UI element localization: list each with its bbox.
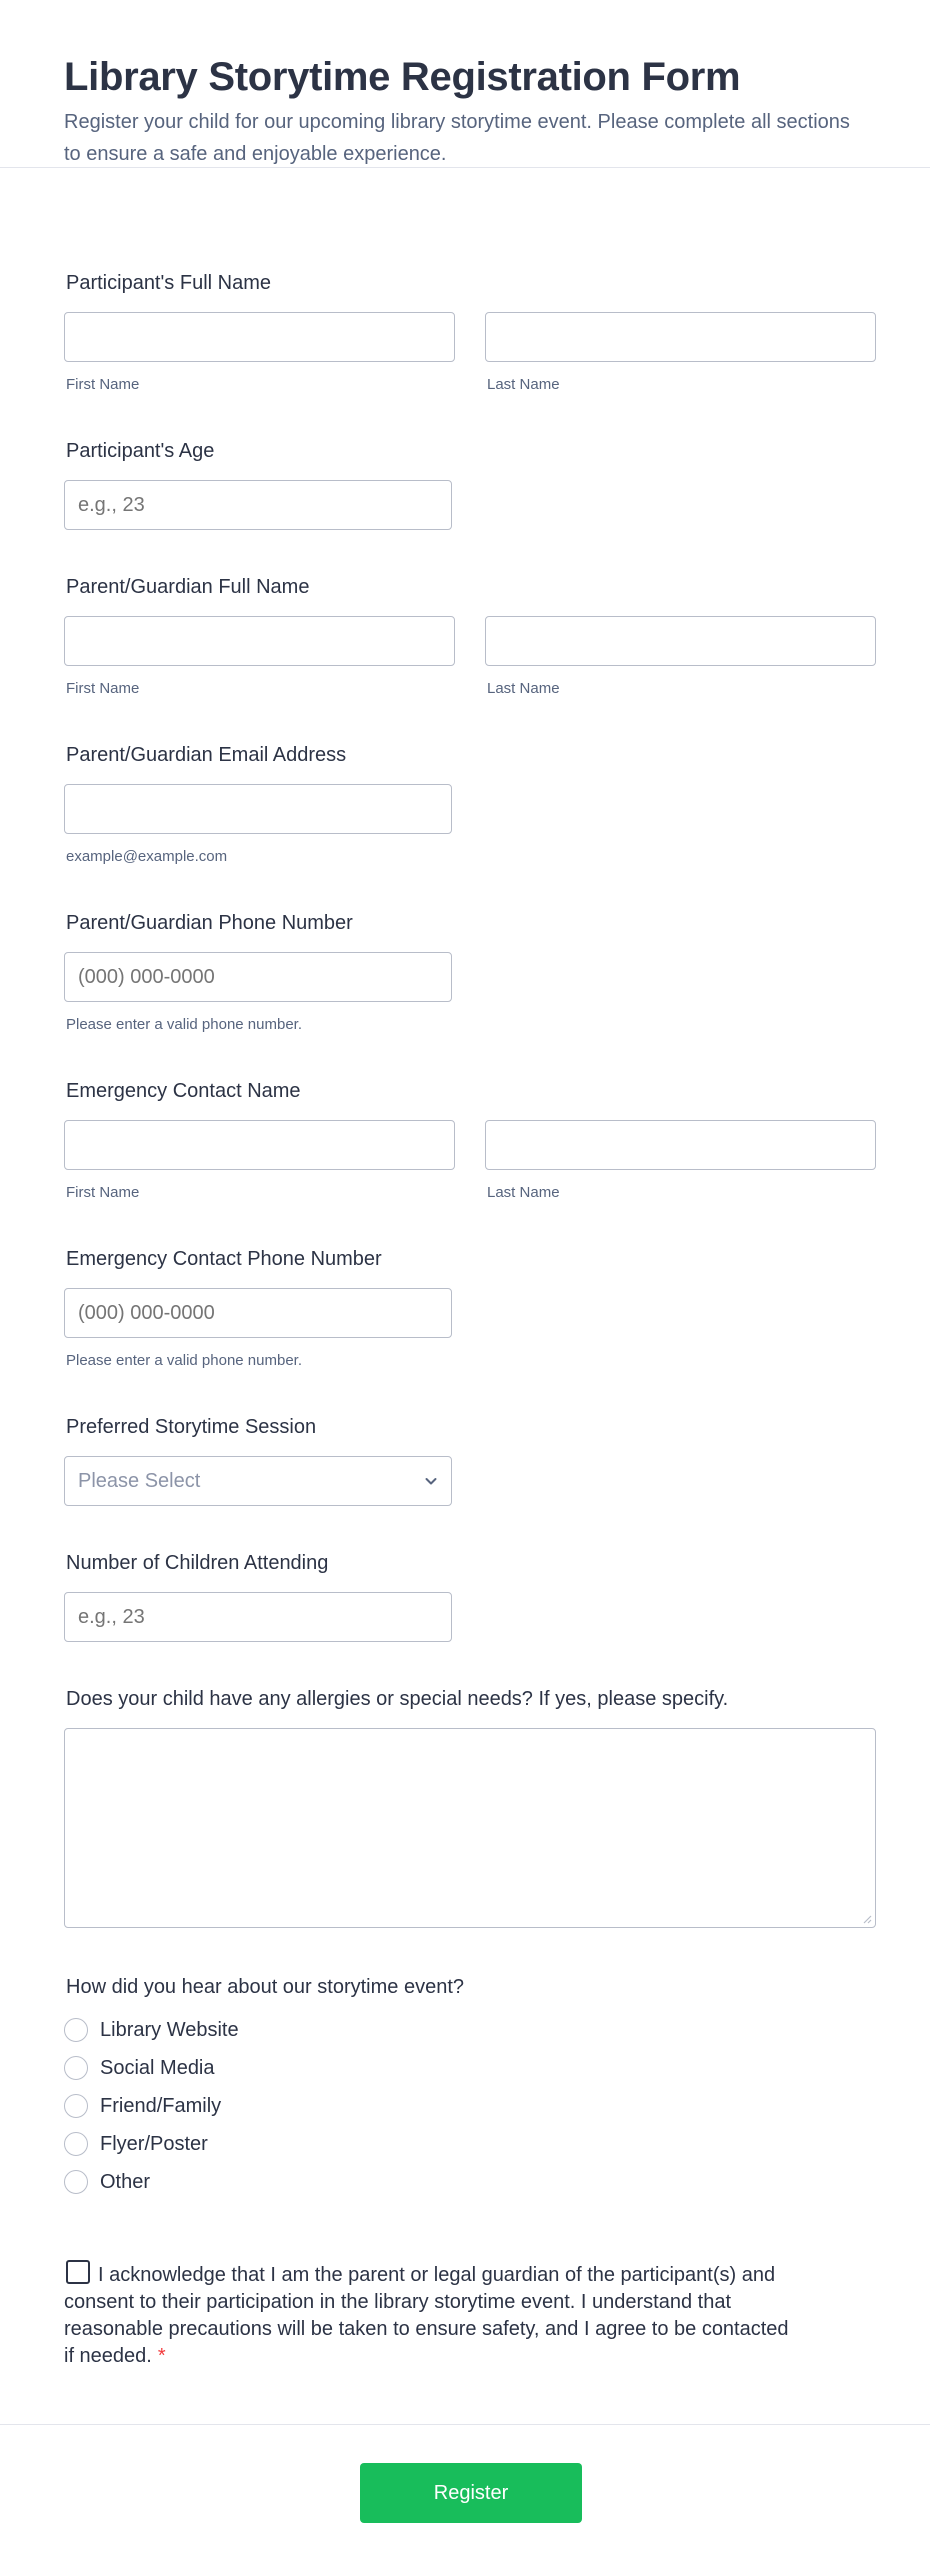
children-count-label: Number of Children Attending	[66, 1552, 329, 1574]
emergency-name-label: Emergency Contact Name	[66, 1080, 301, 1102]
acknowledgement-checkbox[interactable]	[66, 2260, 90, 2284]
participant-name-label: Participant's Full Name	[66, 272, 271, 294]
participant-age-label: Participant's Age	[66, 440, 215, 462]
guardian-email-input[interactable]	[64, 784, 452, 834]
radio-option-flyer-poster[interactable]: Flyer/Poster	[64, 2130, 208, 2158]
radio-circle-icon[interactable]	[64, 2132, 88, 2156]
emergency-first-name-sublabel: First Name	[66, 1184, 140, 1201]
radio-circle-icon[interactable]	[64, 2056, 88, 2080]
emergency-last-name-input[interactable]	[485, 1120, 876, 1170]
footer-divider	[0, 2424, 930, 2425]
radio-circle-icon[interactable]	[64, 2018, 88, 2042]
acknowledgement-block	[64, 2260, 804, 2370]
resize-handle-icon[interactable]	[862, 1914, 872, 1924]
emergency-phone-input[interactable]	[64, 1288, 452, 1338]
allergies-label: Does your child have any allergies or special needs? If yes, please specify.	[66, 1688, 729, 1710]
emergency-first-name-input[interactable]	[64, 1120, 455, 1170]
required-asterisk: *	[157, 2345, 166, 2367]
participant-first-name-input[interactable]	[64, 312, 455, 362]
emergency-phone-sublabel: Please enter a valid phone number.	[66, 1352, 302, 1369]
session-select-value: Please Select	[78, 1470, 201, 1492]
acknowledgement-text: I acknowledge that I am the parent or legal guardian of the participant(s) and consent to their participation in the library storytime event. I understand that reasonable precautions will be taken to ensure safety, and I agree to be contacted if needed.	[64, 2264, 789, 2367]
guardian-name-label: Parent/Guardian Full Name	[66, 576, 310, 598]
participant-first-name-sublabel: First Name	[66, 376, 140, 393]
radio-option-friend-family[interactable]: Friend/Family	[64, 2092, 221, 2120]
emergency-last-name-sublabel: Last Name	[487, 1184, 560, 1201]
form-subtitle: Register your child for our upcoming library storytime event. Please complete all sections to ensure a safe and enjoyable experience.	[64, 111, 850, 165]
form-header	[0, 0, 930, 168]
session-label: Preferred Storytime Session	[66, 1416, 317, 1438]
guardian-email-label: Parent/Guardian Email Address	[66, 744, 347, 766]
guardian-last-name-sublabel: Last Name	[487, 680, 560, 697]
form-title: Library Storytime Registration Form	[64, 55, 741, 99]
participant-last-name-input[interactable]	[485, 312, 876, 362]
guardian-phone-input[interactable]	[64, 952, 452, 1002]
radio-option-other[interactable]: Other	[64, 2168, 150, 2196]
participant-last-name-sublabel: Last Name	[487, 376, 560, 393]
allergies-textarea[interactable]	[64, 1728, 876, 1928]
emergency-phone-label: Emergency Contact Phone Number	[66, 1248, 382, 1270]
guardian-email-sublabel: example@example.com	[66, 848, 228, 865]
radio-circle-icon[interactable]	[64, 2094, 88, 2118]
guardian-phone-label: Parent/Guardian Phone Number	[66, 912, 353, 934]
radio-option-social-media[interactable]: Social Media	[64, 2054, 215, 2082]
guardian-first-name-sublabel: First Name	[66, 680, 140, 697]
radio-option-library-website[interactable]: Library Website	[64, 2016, 239, 2044]
register-button[interactable]: Register	[360, 2463, 582, 2523]
radio-circle-icon[interactable]	[64, 2170, 88, 2194]
guardian-first-name-input[interactable]	[64, 616, 455, 666]
guardian-phone-sublabel: Please enter a valid phone number.	[66, 1016, 302, 1033]
session-select[interactable]	[64, 1456, 452, 1506]
participant-age-input[interactable]	[64, 480, 452, 530]
heard-about-label: How did you hear about our storytime event?	[66, 1976, 464, 1998]
chevron-down-icon	[423, 1473, 439, 1489]
children-count-input[interactable]	[64, 1592, 452, 1642]
guardian-last-name-input[interactable]	[485, 616, 876, 666]
